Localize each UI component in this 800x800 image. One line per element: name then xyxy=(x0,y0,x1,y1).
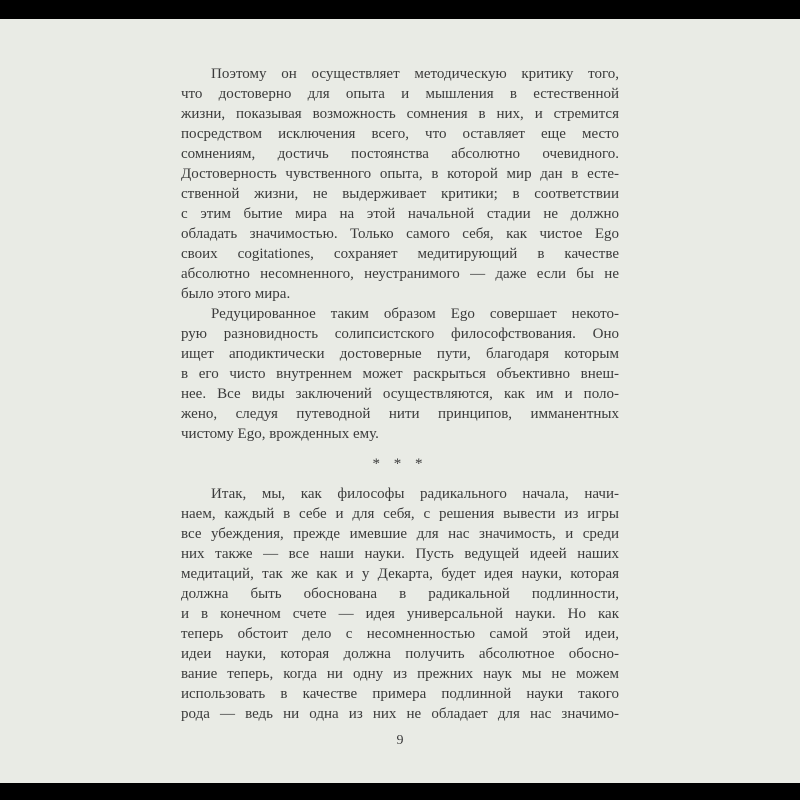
text-line: обладать значимостью. Только самого себя, как чистое Ego xyxy=(181,226,619,242)
text-line: было этого мира. xyxy=(181,286,291,302)
text-line: медитаций, так же как и у Декарта, будет идея науки, которая xyxy=(181,566,619,582)
paragraph xyxy=(181,484,619,724)
text-line: должна быть обоснована в радикальной подлинности, xyxy=(181,586,619,602)
text-line: все убеждения, прежде имевшие для нас значимость, и среди xyxy=(181,526,619,542)
paragraph xyxy=(181,64,619,304)
text-line: рода — ведь ни одна из них не обладает для нас значимо- xyxy=(181,706,619,722)
text-line: Поэтому он осуществляет методическую критику того, xyxy=(211,66,619,82)
text-line: идеи науки, которая должна получить абсолютное обосно- xyxy=(181,646,619,662)
text-line: жизни, показывая возможность сомнения в них, и стремится xyxy=(181,106,619,122)
page-number: 9 xyxy=(396,733,404,748)
text-line: с этим бытие мира на этой начальной стадии не должно xyxy=(181,206,619,222)
top-black-bar xyxy=(0,0,800,19)
text-line: жено, следуя путеводной нити принципов, имманентных xyxy=(181,406,619,422)
text-line: сомнениям, достичь постоянства абсолютно очевидного. xyxy=(181,146,619,162)
text-line: наем, каждый в себе и для себя, с решения вывести из игры xyxy=(181,506,619,522)
text-line: чистому Ego, врожденных ему. xyxy=(181,426,379,442)
paragraph xyxy=(181,304,619,444)
text-line: Редуцированное таким образом Ego совершает некото- xyxy=(211,306,619,322)
bottom-black-bar xyxy=(0,783,800,800)
text-column xyxy=(181,64,619,724)
text-line: в его чисто внутреннем может раскрыться объективно внеш- xyxy=(181,366,619,382)
text-line: абсолютно несомненного, неустранимого — даже если бы не xyxy=(181,266,619,282)
text-line: что достоверно для опыта и мышления в естественной xyxy=(181,86,619,102)
text-line: Итак, мы, как философы радикального начала, начи- xyxy=(211,486,619,502)
text-line: нее. Все виды заключений осуществляются, как им и поло- xyxy=(181,386,619,402)
text-line: ищет аподиктически достоверные пути, благодаря которым xyxy=(181,346,619,362)
section-separator: * * * xyxy=(372,456,428,472)
text-line: и в конечном счете — идея универсальной науки. Но как xyxy=(181,606,619,622)
text-line: Достоверность чувственного опыта, в которой мир дан в есте- xyxy=(181,166,619,182)
text-line: посредством исключения всего, что оставляет еще место xyxy=(181,126,619,142)
text-line: них также — все наши науки. Пусть ведущей идеей наших xyxy=(181,546,619,562)
text-line: рую разновидность солипсистского философствования. Оно xyxy=(181,326,619,342)
text-line: своих cogitationes, сохраняет медитирующий в качестве xyxy=(181,246,619,262)
text-line: вание теперь, когда ни одну из прежних наук мы не можем xyxy=(181,666,619,682)
text-line: использовать в качестве примера подлинной науки такого xyxy=(181,686,619,702)
text-line: ственной жизни, не выдерживает критики; в соответствии xyxy=(181,186,619,202)
text-line: теперь обстоит дело с несомненностью самой этой идеи, xyxy=(181,626,619,642)
